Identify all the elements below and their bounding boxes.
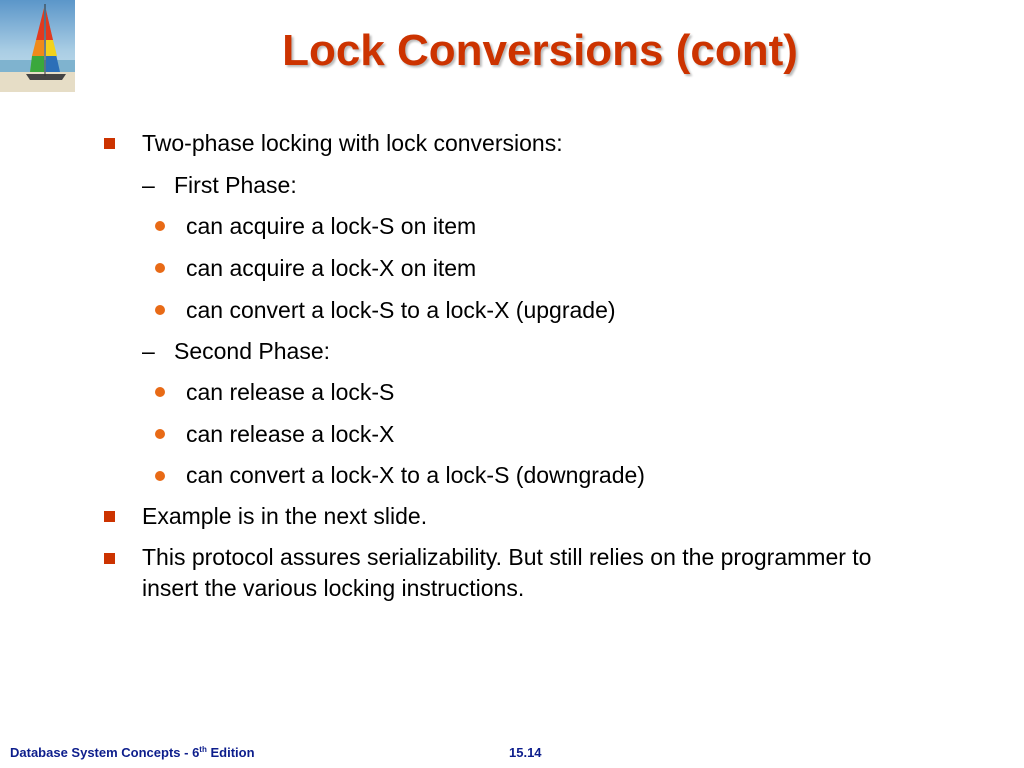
dot-bullet-icon (155, 471, 165, 481)
phase-item: can acquire a lock-X on item (186, 255, 477, 281)
dot-bullet-icon (155, 305, 165, 315)
slide-title: Lock Conversions (cont) (282, 26, 798, 75)
phase-item: can convert a lock-S to a lock-X (upgrade) (186, 297, 616, 323)
dot-bullet-icon (155, 429, 165, 439)
bullet-text: Two-phase locking with lock conversions: (142, 130, 563, 156)
dash-bullet: – (142, 338, 155, 364)
edition-superscript: th (199, 745, 207, 754)
dot-bullet-icon (155, 263, 165, 273)
phase-item: can release a lock-S (186, 379, 395, 405)
slide-number: 15.14 (509, 745, 542, 760)
dot-bullet-icon (155, 221, 165, 231)
phase-item: can convert a lock-X to a lock-S (downgrade) (186, 462, 645, 488)
phase-label: First Phase: (174, 172, 297, 198)
bullet-text: Example is in the next slide. (142, 503, 428, 529)
phase-item: can release a lock-X (186, 421, 395, 447)
square-bullet-icon (104, 553, 115, 564)
square-bullet-icon (104, 138, 115, 149)
bullet-text-continuation: insert the various locking instructions. (142, 575, 525, 601)
footer-book-title: Database System Concepts - 6th Edition (10, 745, 255, 760)
phase-item: can acquire a lock-S on item (186, 213, 477, 239)
square-bullet-icon (104, 511, 115, 522)
bullet-text: This protocol assures serializability. But still relies on the programmer to (142, 544, 872, 570)
dot-bullet-icon (155, 387, 165, 397)
phase-label: Second Phase: (174, 338, 331, 364)
dash-bullet: – (142, 172, 155, 198)
